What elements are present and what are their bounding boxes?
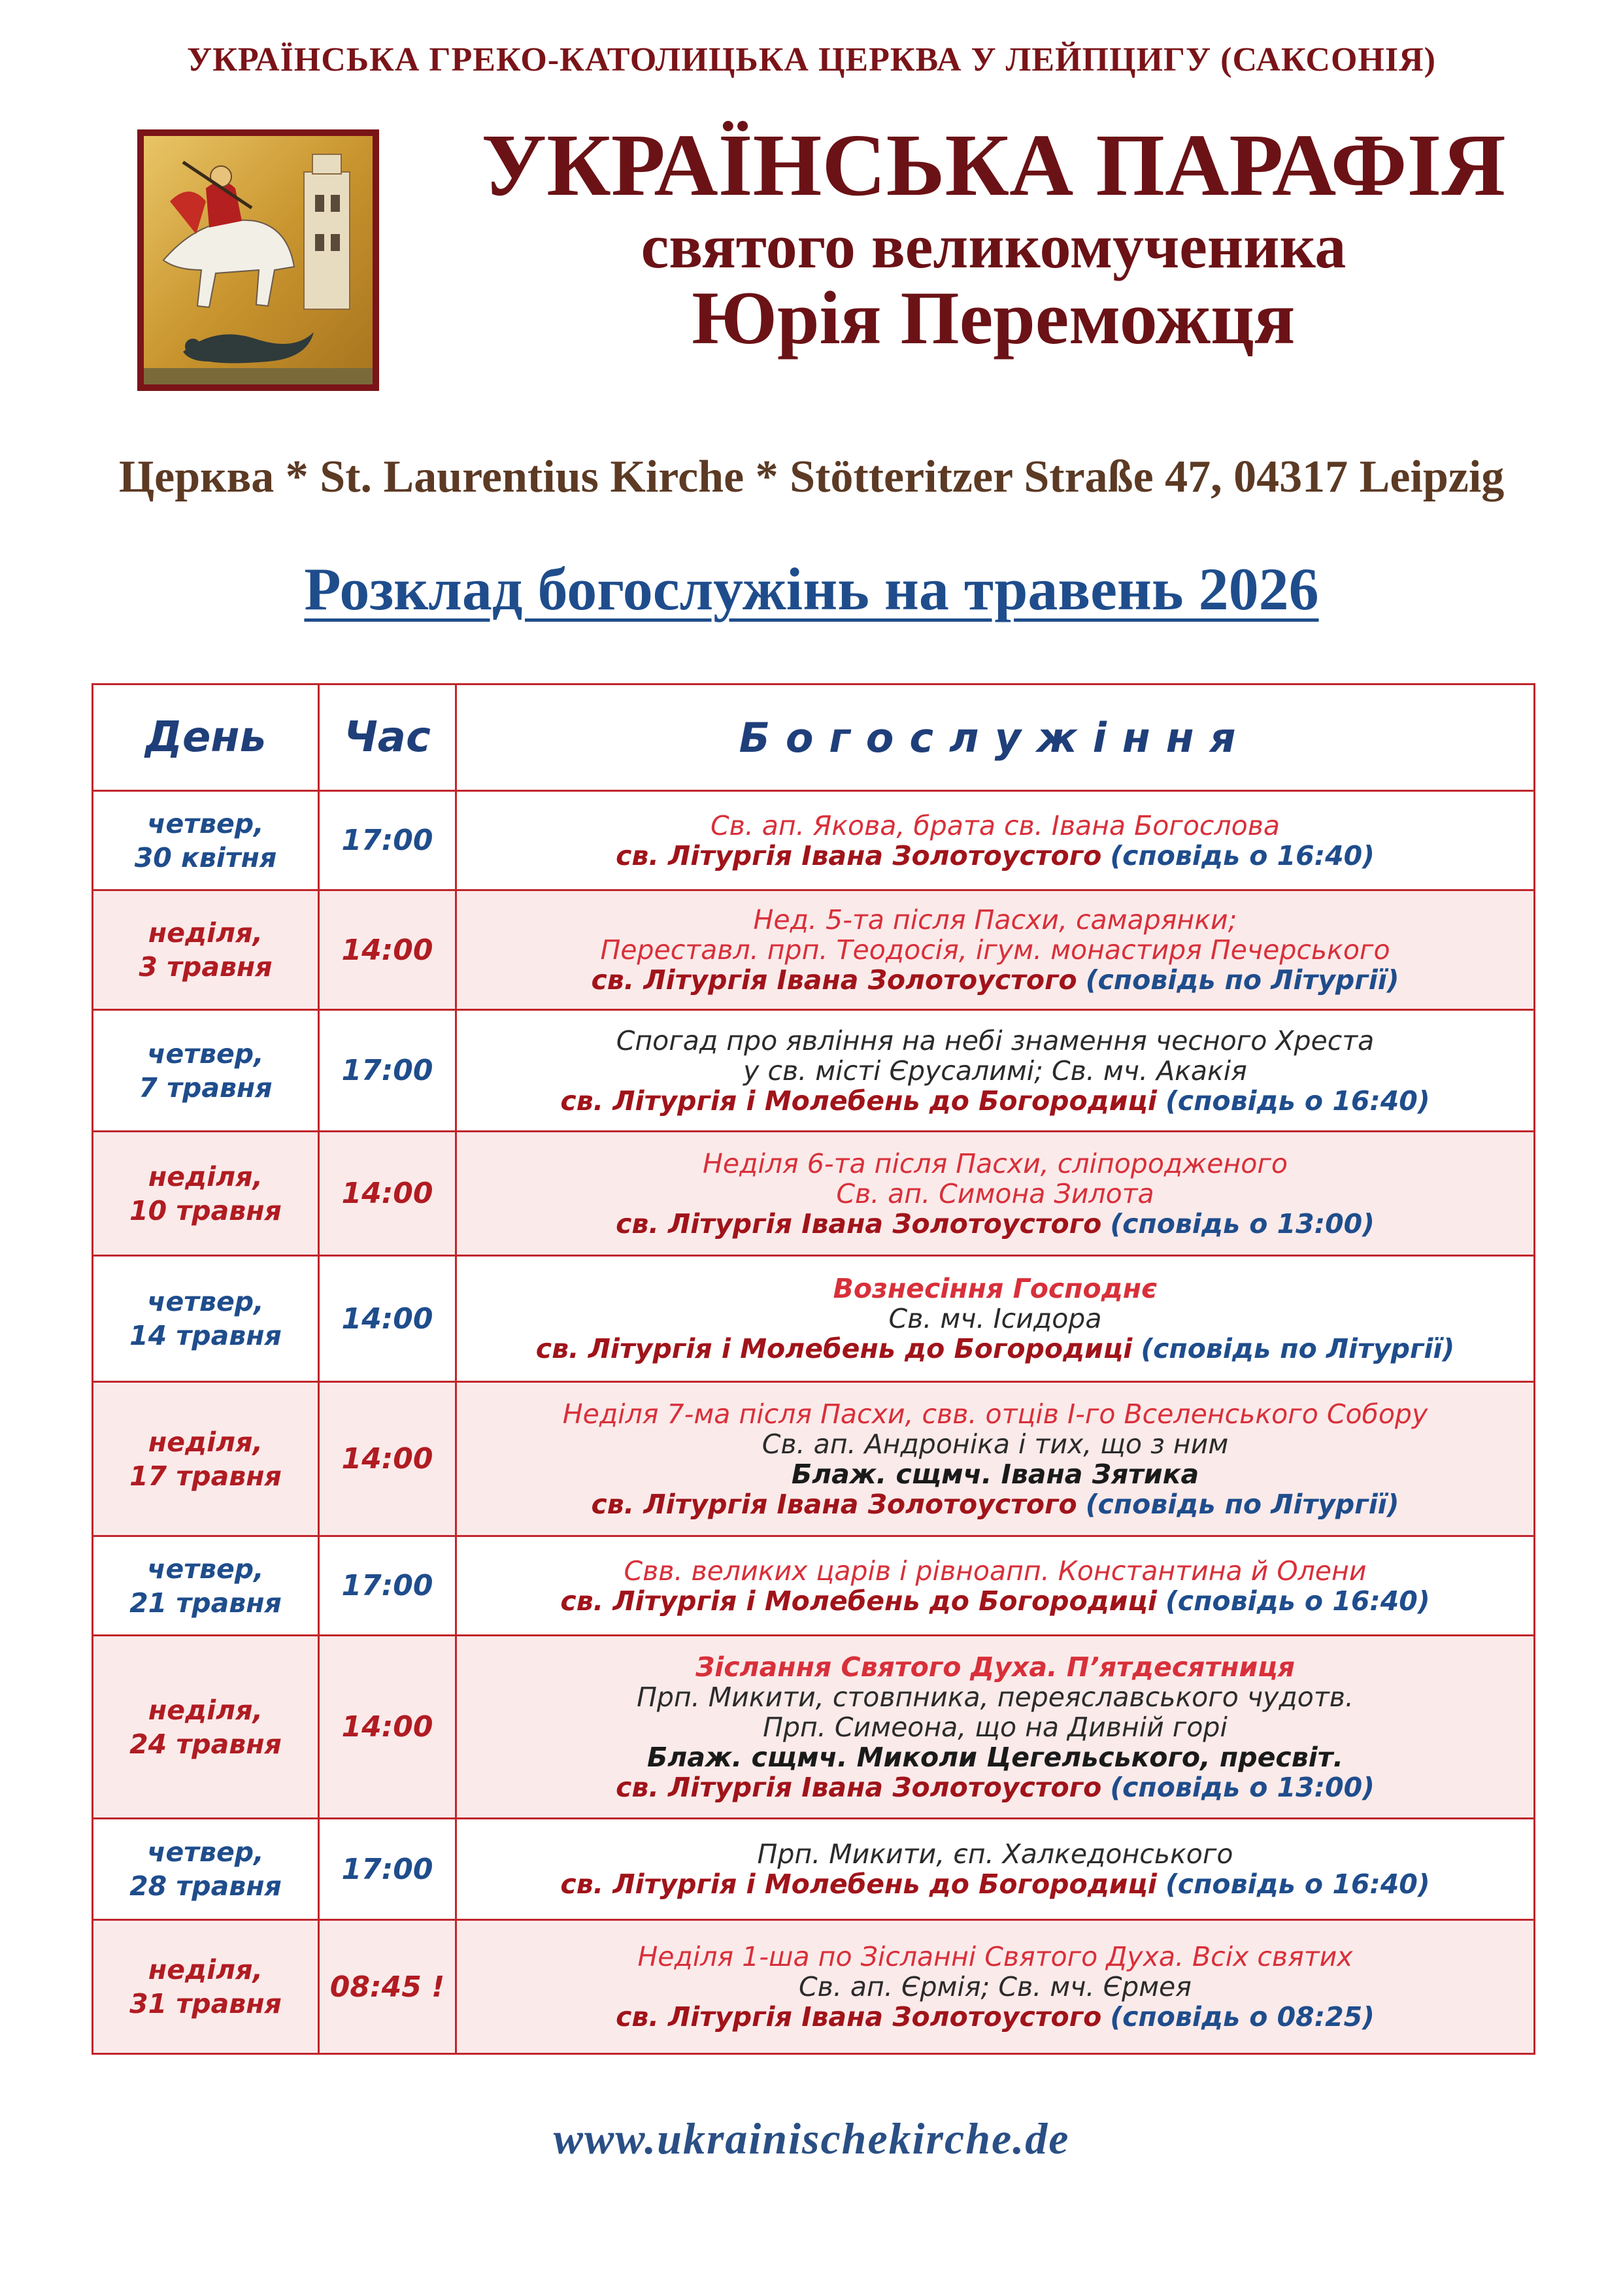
table-row — [93, 1010, 1535, 1132]
table-row — [93, 1132, 1535, 1256]
service-text: Спогад про явління на небі знамення чесного Хреста — [616, 1024, 1375, 1056]
service-text: св. Літургія Івана Золотоустого — [616, 2001, 1102, 2033]
day-cell — [93, 1920, 319, 2054]
table-row — [93, 1382, 1535, 1536]
service-line — [457, 1149, 1533, 1179]
service-text: Св. ап. Якова, брата св. Івана Богослова — [710, 809, 1280, 841]
date: 21 травня — [129, 1587, 282, 1619]
service-line — [457, 1652, 1533, 1682]
service-cell — [456, 890, 1535, 1010]
day-cell — [93, 1010, 319, 1132]
date: 3 травня — [139, 951, 273, 983]
confession-time: (сповідь о 16:40) — [1165, 1585, 1430, 1617]
date: 10 травня — [129, 1194, 282, 1226]
service-cell — [456, 1256, 1535, 1382]
confession-time: (сповідь о 16:40) — [1165, 1085, 1430, 1117]
service-text: св. Літургія Івана Золотоустого — [616, 1771, 1102, 1803]
weekday: четвер, — [147, 807, 264, 839]
day-cell — [93, 1382, 319, 1536]
service-text: св. Літургія Івана Золотоустого — [616, 1207, 1102, 1240]
time-cell: 17:00 — [319, 1010, 456, 1132]
time-cell: 14:00 — [319, 1636, 456, 1819]
date: 17 травня — [129, 1460, 282, 1492]
service-text: Неділя 6-та після Пасхи, сліпородженого — [703, 1147, 1288, 1179]
service-line — [457, 965, 1533, 995]
service-line — [457, 905, 1533, 935]
service-line — [457, 841, 1533, 871]
weekday: неділя, — [148, 1160, 263, 1192]
day-cell — [93, 791, 319, 890]
date: 24 травня — [129, 1728, 282, 1760]
service-line — [457, 1304, 1533, 1334]
day-cell — [93, 1132, 319, 1256]
service-text: Неділя 7-ма після Пасхи, свв. отців І-го Вселенського Собору — [562, 1398, 1428, 1430]
header-service: Богослужіння — [456, 684, 1535, 791]
service-line — [457, 1334, 1533, 1364]
day-cell — [93, 1819, 319, 1920]
date: 14 травня — [129, 1320, 282, 1351]
service-line — [457, 1179, 1533, 1209]
service-text: Св. ап. Симона Зилота — [836, 1177, 1154, 1209]
church-name: УКРАЇНСЬКА ГРЕКО-КАТОЛИЦЬКА ЦЕРКВА У ЛЕЙПЦИГУ (САКСОНІЯ) — [187, 41, 1436, 78]
service-text: св. Літургія і Молебень до Богородиці — [560, 1085, 1157, 1117]
service-text: у св. місті Єрусалимі; Св. мч. Акакія — [743, 1055, 1247, 1087]
website-link[interactable]: www.ukrainischekirche.de — [553, 2114, 1070, 2163]
time-cell: 14:00 — [319, 1132, 456, 1256]
header-time: Час — [319, 684, 456, 791]
table-header-row — [93, 684, 1535, 791]
confession-time: (сповідь по Літургії) — [1085, 1488, 1399, 1520]
service-line — [457, 1556, 1533, 1586]
day-cell — [93, 1636, 319, 1819]
time-cell: 08:45 ! — [319, 1920, 456, 2054]
service-line — [457, 1972, 1533, 2002]
weekday: четвер, — [147, 1038, 264, 1070]
service-text: Прп. Микити, єп. Халкедонського — [757, 1838, 1233, 1870]
service-text: Блаж. сщмч. Івана Зятика — [791, 1458, 1199, 1490]
time-cell: 17:00 — [319, 791, 456, 890]
table-row — [93, 1536, 1535, 1636]
weekday: неділя, — [148, 1954, 263, 1985]
service-line — [457, 1839, 1533, 1869]
confession-time: (сповідь о 13:00) — [1110, 1207, 1375, 1240]
parish-title-line2: святого великомученика — [641, 211, 1347, 281]
service-line — [457, 1026, 1533, 1056]
parish-title-line3: Юрія Переможця — [692, 277, 1296, 360]
table-row — [93, 890, 1535, 1010]
service-text: Зіслання Святого Духа. П’ятдесятниця — [695, 1651, 1295, 1683]
day-cell — [93, 1536, 319, 1636]
service-line — [457, 1942, 1533, 1972]
table-row — [93, 1920, 1535, 2054]
service-text: св. Літургія Івана Золотоустого — [591, 1488, 1077, 1520]
service-text: св. Літургія і Молебень до Богородиці — [535, 1333, 1133, 1364]
table-row — [93, 1256, 1535, 1382]
service-line — [457, 1742, 1533, 1772]
service-line — [457, 1086, 1533, 1116]
service-text: св. Літургія і Молебень до Богородиці — [560, 1585, 1157, 1617]
service-line — [457, 1056, 1533, 1086]
confession-time: (сповідь о 13:00) — [1110, 1771, 1375, 1803]
service-line — [457, 935, 1533, 965]
service-text: Прп. Микити, стовпника, переяславського чудотв. — [637, 1681, 1354, 1713]
service-text: Блаж. сщмч. Миколи Цегельського, пресвіт. — [646, 1741, 1344, 1773]
day-cell — [93, 890, 319, 1010]
service-line — [457, 811, 1533, 841]
service-cell — [456, 1920, 1535, 2054]
service-line — [457, 1399, 1533, 1429]
schedule-title: Розклад богослужінь на травень 2026 — [304, 556, 1319, 622]
service-text: Вознесіння Господнє — [833, 1273, 1158, 1304]
service-line — [457, 1586, 1533, 1616]
date: 28 травня — [129, 1870, 282, 1902]
service-text: св. Літургія Івана Золотоустого — [591, 964, 1077, 996]
weekday: четвер, — [147, 1836, 264, 1868]
confession-time: (сповідь о 08:25) — [1110, 2001, 1375, 2033]
schedule-body — [93, 791, 1535, 2054]
service-text: св. Літургія Івана Золотоустого — [616, 839, 1102, 871]
service-text: Переставл. прп. Теодосія, ігум. монастиря Печерського — [600, 934, 1390, 966]
date: 30 квітня — [134, 841, 277, 873]
service-cell — [456, 1382, 1535, 1536]
service-line — [457, 2002, 1533, 2032]
time-cell: 17:00 — [319, 1536, 456, 1636]
header-day: День — [93, 684, 319, 791]
church-address: Церква * St. Laurentius Kirche * Stötteritzer Straße 47, 04317 Leipzig — [118, 452, 1505, 502]
time-cell: 14:00 — [319, 1256, 456, 1382]
service-text: Свв. великих царів і рівноапп. Константина й Олени — [624, 1555, 1367, 1587]
table-row — [93, 1819, 1535, 1920]
confession-time: (сповідь о 16:40) — [1165, 1868, 1430, 1900]
service-line — [457, 1274, 1533, 1304]
service-cell — [456, 1536, 1535, 1636]
weekday: неділя, — [148, 1694, 263, 1726]
table-row — [93, 1636, 1535, 1819]
time-cell: 17:00 — [319, 1819, 456, 1920]
parish-title-line1: УКРАЇНСЬКА ПАРАФІЯ — [481, 116, 1506, 214]
service-line — [457, 1712, 1533, 1742]
confession-time: (сповідь по Літургії) — [1085, 964, 1399, 996]
confession-time: (сповідь по Літургії) — [1141, 1333, 1455, 1364]
service-text: Св. ап. Єрмія; Св. мч. Єрмея — [799, 1971, 1192, 2002]
service-text: Нед. 5-та після Пасхи, самарянки; — [753, 904, 1237, 936]
date: 7 травня — [139, 1072, 273, 1104]
date: 31 травня — [129, 1988, 282, 2019]
service-text: Св. мч. Ісидора — [888, 1303, 1102, 1334]
service-cell — [456, 1010, 1535, 1132]
time-cell: 14:00 — [319, 1382, 456, 1536]
st-george-icon — [137, 129, 379, 391]
service-cell — [456, 791, 1535, 890]
service-cell — [456, 1636, 1535, 1819]
service-cell — [456, 1132, 1535, 1256]
schedule-table — [92, 683, 1535, 2055]
service-line — [457, 1869, 1533, 1899]
service-line — [457, 1772, 1533, 1802]
day-cell — [93, 1256, 319, 1382]
service-line — [457, 1429, 1533, 1459]
service-text: Неділя 1-ша по Зісланні Святого Духа. Всіх святих — [637, 1941, 1353, 1972]
service-text: Прп. Симеона, що на Дивній горі — [763, 1711, 1228, 1743]
weekday: неділя, — [148, 917, 263, 949]
service-cell — [456, 1819, 1535, 1920]
service-line — [457, 1459, 1533, 1489]
weekday: четвер, — [147, 1286, 264, 1317]
service-line — [457, 1489, 1533, 1519]
service-text: Св. ап. Андроніка і тих, що з ним — [761, 1428, 1229, 1460]
weekday: четвер, — [147, 1553, 264, 1585]
service-line — [457, 1209, 1533, 1239]
table-row — [93, 791, 1535, 890]
service-line — [457, 1682, 1533, 1712]
weekday: неділя, — [148, 1426, 263, 1458]
confession-time: (сповідь о 16:40) — [1110, 839, 1375, 871]
service-text: св. Літургія і Молебень до Богородиці — [560, 1868, 1157, 1900]
time-cell: 14:00 — [319, 890, 456, 1010]
